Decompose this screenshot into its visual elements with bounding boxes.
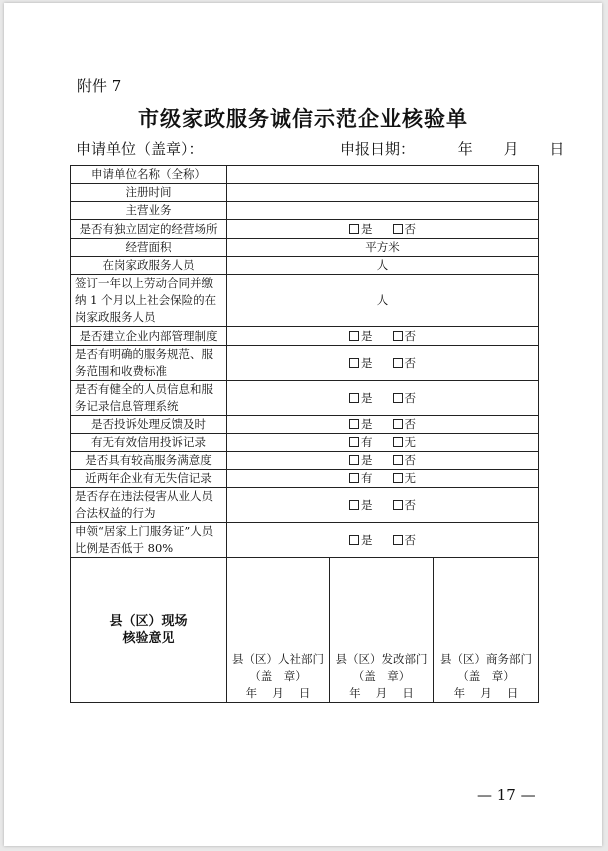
dept-stamp: （盖 章） [457, 669, 515, 683]
table-row [71, 220, 539, 239]
dept-date: 年 月 日 [245, 686, 311, 700]
row-label: 申领“居家上门服务证”人员比例是否低于 80% [71, 523, 227, 558]
option-1[interactable] [349, 355, 373, 372]
checkbox-icon[interactable] [393, 500, 403, 510]
option-label: 否 [404, 453, 416, 467]
option-2[interactable] [393, 532, 417, 549]
page-title: 市级家政服务诚信示范企业核验单 [138, 106, 468, 131]
option-1[interactable] [349, 221, 373, 238]
row-label: 主营业务 [71, 202, 227, 220]
dept-name: 县（区）商务部门 [440, 652, 532, 666]
option-label: 是 [361, 532, 373, 547]
row-value-cell [227, 470, 539, 488]
option-label: 否 [404, 390, 416, 405]
row-value-cell [227, 488, 539, 523]
option-2[interactable] [393, 434, 417, 451]
row-label: 是否有独立固定的经营场所 [71, 220, 227, 239]
applicant-label: 申请单位（盖章）： [76, 140, 204, 158]
table-row [71, 470, 539, 488]
checkbox-icon[interactable] [349, 535, 359, 545]
option-label: 否 [404, 221, 416, 236]
option-label: 无 [404, 471, 416, 485]
row-value-cell [227, 220, 539, 239]
checkbox-icon[interactable] [349, 358, 359, 368]
document-page [4, 3, 602, 846]
option-1[interactable] [349, 416, 373, 433]
option-label: 是 [361, 221, 373, 236]
option-2[interactable] [393, 355, 417, 372]
option-2[interactable] [393, 497, 417, 514]
checkbox-icon[interactable] [349, 455, 359, 465]
checkbox-icon[interactable] [393, 393, 403, 403]
table-row [71, 166, 539, 184]
row-label: 是否有明确的服务规范、服务范围和收费标准 [71, 346, 227, 381]
date-label: 申报日期： [340, 140, 416, 158]
dept-stamp: （盖 章） [352, 669, 411, 683]
row-value-cell[interactable] [227, 275, 539, 327]
table-row [71, 327, 539, 346]
table-row [71, 381, 539, 416]
row-value-cell[interactable] [227, 184, 539, 202]
row-value-cell[interactable] [227, 257, 539, 275]
option-2[interactable] [393, 452, 417, 469]
dept-cell [227, 558, 330, 703]
checkbox-icon[interactable] [393, 331, 403, 341]
table-row [71, 184, 539, 202]
dept-date: 年 月 日 [453, 686, 519, 700]
attachment-label: 附件 7 [77, 77, 122, 95]
row-label: 是否投诉处理反馈及时 [71, 416, 227, 434]
table-row [71, 275, 539, 327]
checkbox-icon[interactable] [349, 393, 359, 403]
table-row [71, 202, 539, 220]
table-row [71, 346, 539, 381]
table-row [71, 257, 539, 275]
option-1[interactable] [349, 470, 373, 487]
row-label: 近两年企业有无失信记录 [71, 470, 227, 488]
checkbox-icon[interactable] [349, 419, 359, 429]
row-label: 在岗家政服务人员 [71, 257, 227, 275]
row-value-cell[interactable] [227, 166, 539, 184]
row-value: 平方米 [365, 240, 400, 254]
checkbox-icon[interactable] [393, 535, 403, 545]
option-label: 是 [361, 328, 373, 343]
verification-table [70, 165, 539, 703]
row-value-cell [227, 327, 539, 346]
dept-cell [330, 558, 434, 703]
row-label: 申请单位名称（全称） [71, 166, 227, 184]
dept-name: 县（区）人社部门 [232, 652, 324, 666]
date-day: 日 [549, 140, 565, 158]
checkbox-icon[interactable] [349, 437, 359, 447]
option-1[interactable] [349, 328, 373, 345]
option-2[interactable] [393, 470, 417, 487]
row-value-cell [227, 452, 539, 470]
row-value-cell [227, 434, 539, 452]
checkbox-icon[interactable] [393, 473, 403, 483]
checkbox-icon[interactable] [393, 437, 403, 447]
table-row [71, 239, 539, 257]
row-label: 签订一年以上劳动合同并缴纳 1 个月以上社会保险的在岗家政服务人员 [71, 275, 227, 327]
row-label: 经营面积 [71, 239, 227, 257]
row-value: 人 [376, 258, 389, 272]
review-row [71, 558, 539, 703]
checkbox-icon[interactable] [349, 224, 359, 234]
option-label: 否 [404, 532, 416, 547]
option-label: 是 [361, 497, 373, 512]
option-label: 是 [361, 355, 373, 370]
review-label [71, 558, 227, 703]
checkbox-icon[interactable] [349, 331, 359, 341]
row-label: 是否存在违法侵害从业人员合法权益的行为 [71, 488, 227, 523]
option-label: 是 [361, 417, 373, 431]
row-label: 注册时间 [71, 184, 227, 202]
option-1[interactable] [349, 434, 373, 451]
table-row [71, 434, 539, 452]
table-row [71, 488, 539, 523]
date-line [340, 138, 564, 159]
table-row [71, 452, 539, 470]
checkbox-icon[interactable] [393, 358, 403, 368]
option-1[interactable] [349, 390, 373, 407]
option-label: 否 [404, 497, 416, 512]
table-row [71, 523, 539, 558]
option-1[interactable] [349, 532, 373, 549]
option-1[interactable] [349, 452, 373, 469]
checkbox-icon[interactable] [393, 455, 403, 465]
option-label: 否 [404, 328, 416, 343]
page-number: — 17 — [477, 786, 536, 804]
option-2[interactable] [393, 221, 417, 238]
dept-stamp: （盖 章） [249, 669, 307, 683]
row-value-cell [227, 416, 539, 434]
row-value: 人 [376, 293, 389, 307]
option-label: 是 [361, 390, 373, 405]
row-value-cell[interactable] [227, 202, 539, 220]
option-2[interactable] [393, 328, 417, 345]
option-2[interactable] [393, 416, 417, 433]
dept-name: 县（区）发改部门 [335, 652, 428, 666]
dept-date: 年 月 日 [349, 686, 414, 700]
option-label: 无 [404, 435, 416, 449]
row-value-cell [227, 381, 539, 416]
option-1[interactable] [349, 497, 373, 514]
row-label: 是否建立企业内部管理制度 [71, 327, 227, 346]
option-label: 有 [361, 435, 373, 449]
row-value-cell [227, 346, 539, 381]
dept-cell [434, 558, 539, 703]
date-year: 年 [457, 140, 473, 158]
option-label: 否 [404, 355, 416, 370]
date-month: 月 [503, 140, 519, 158]
option-label: 是 [361, 453, 373, 467]
review-label-line1: 县（区）现场 [109, 614, 188, 629]
checkbox-icon[interactable] [349, 473, 359, 483]
option-2[interactable] [393, 390, 417, 407]
row-value-cell [227, 523, 539, 558]
checkbox-icon[interactable] [393, 419, 403, 429]
row-value-cell[interactable] [227, 239, 539, 257]
checkbox-icon[interactable] [393, 224, 403, 234]
table-row [71, 416, 539, 434]
row-label: 有无有效信用投诉记录 [71, 434, 227, 452]
option-label: 有 [361, 471, 373, 485]
row-label: 是否有健全的人员信息和服务记录信息管理系统 [71, 381, 227, 416]
checkbox-icon[interactable] [349, 500, 359, 510]
review-label-line2: 核验意见 [122, 631, 175, 646]
row-label: 是否具有较高服务满意度 [71, 452, 227, 470]
option-label: 否 [404, 417, 416, 431]
